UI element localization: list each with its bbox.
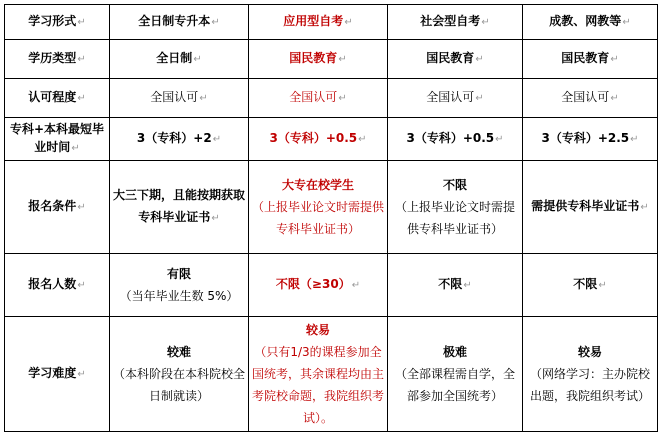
table-cell: 不限↵ (523, 254, 658, 317)
table-cell: 不限↵ (388, 254, 523, 317)
table-cell: 国民教育↵ (249, 40, 388, 79)
table-cell: 全国认可↵ (388, 79, 523, 118)
table-cell: 国民教育↵ (388, 40, 523, 79)
table-cell (523, 317, 658, 432)
cell-detail: （全部课程需自学，全部参加全国统考） (394, 367, 515, 403)
table-cell: 成教、网教等↵ (523, 5, 658, 40)
row-label: 报名人数↵ (5, 254, 110, 317)
table-cell: 3（专科）+0.5↵ (249, 118, 388, 161)
table-cell: 3（专科）+0.5↵ (388, 118, 523, 161)
row-label: 学习形式↵ (5, 5, 110, 40)
table-cell (388, 317, 523, 432)
cell-title: 有限 (166, 267, 191, 281)
table-cell: 国民教育↵ (523, 40, 658, 79)
row-label: 认可程度↵ (5, 79, 110, 118)
table-cell: 全国认可↵ (110, 79, 249, 118)
table-cell: 全日制专升本↵ (110, 5, 249, 40)
cell-detail: （本科阶段在本科院校全日制就读） (113, 367, 246, 403)
table-row (5, 118, 658, 161)
cell-detail: （上报毕业论文时需提供专科毕业证书） (252, 200, 385, 236)
cell-detail: （只有1/3的课程参加全国统考，其余课程均由主考院校命题，我院组织考试）。 (252, 345, 385, 425)
row-label: 学历类型↵ (5, 40, 110, 79)
table-cell: 全国认可↵ (523, 79, 658, 118)
table-cell: 全国认可↵ (249, 79, 388, 118)
table-row (5, 317, 658, 432)
table-cell (110, 254, 249, 317)
row-label: 报名条件↵ (5, 161, 110, 254)
cell-title: 较易 (577, 345, 602, 359)
table-cell (249, 317, 388, 432)
cell-title: 大专在校学生 (281, 178, 354, 192)
table-row (5, 40, 658, 79)
cell-title: 不限 (442, 178, 467, 192)
table-cell (388, 161, 523, 254)
table-row (5, 5, 658, 40)
cell-title: 极难 (442, 345, 467, 359)
cell-detail: （网络学习：主办院校出题，我院组织考试） (529, 367, 650, 403)
table-cell: 社会型自考↵ (388, 5, 523, 40)
cell-title: 较难 (166, 345, 191, 359)
cell-detail: （上报毕业论文时需提供专科毕业证书） (394, 200, 515, 236)
table-cell: 大三下期，且能按期获取专科毕业证书↵ (110, 161, 249, 254)
row-label: 专科+本科最短毕业时间↵ (5, 118, 110, 161)
table-cell: 3（专科）+2↵ (110, 118, 249, 161)
table-row (5, 254, 658, 317)
table-cell: 需提供专科毕业证书↵ (523, 161, 658, 254)
table-row (5, 79, 658, 118)
table-cell (249, 161, 388, 254)
table-cell (110, 317, 249, 432)
table-cell: 不限（≥30）↵ (249, 254, 388, 317)
table-cell: 全日制↵ (110, 40, 249, 79)
cell-title: 较易 (305, 323, 330, 337)
table-cell: 应用型自考↵ (249, 5, 388, 40)
table-row (5, 161, 658, 254)
cell-detail: （当年毕业生数 5%） (119, 289, 239, 303)
comparison-table (4, 4, 658, 432)
row-label: 学习难度↵ (5, 317, 110, 432)
table-cell: 3（专科）+2.5↵ (523, 118, 658, 161)
